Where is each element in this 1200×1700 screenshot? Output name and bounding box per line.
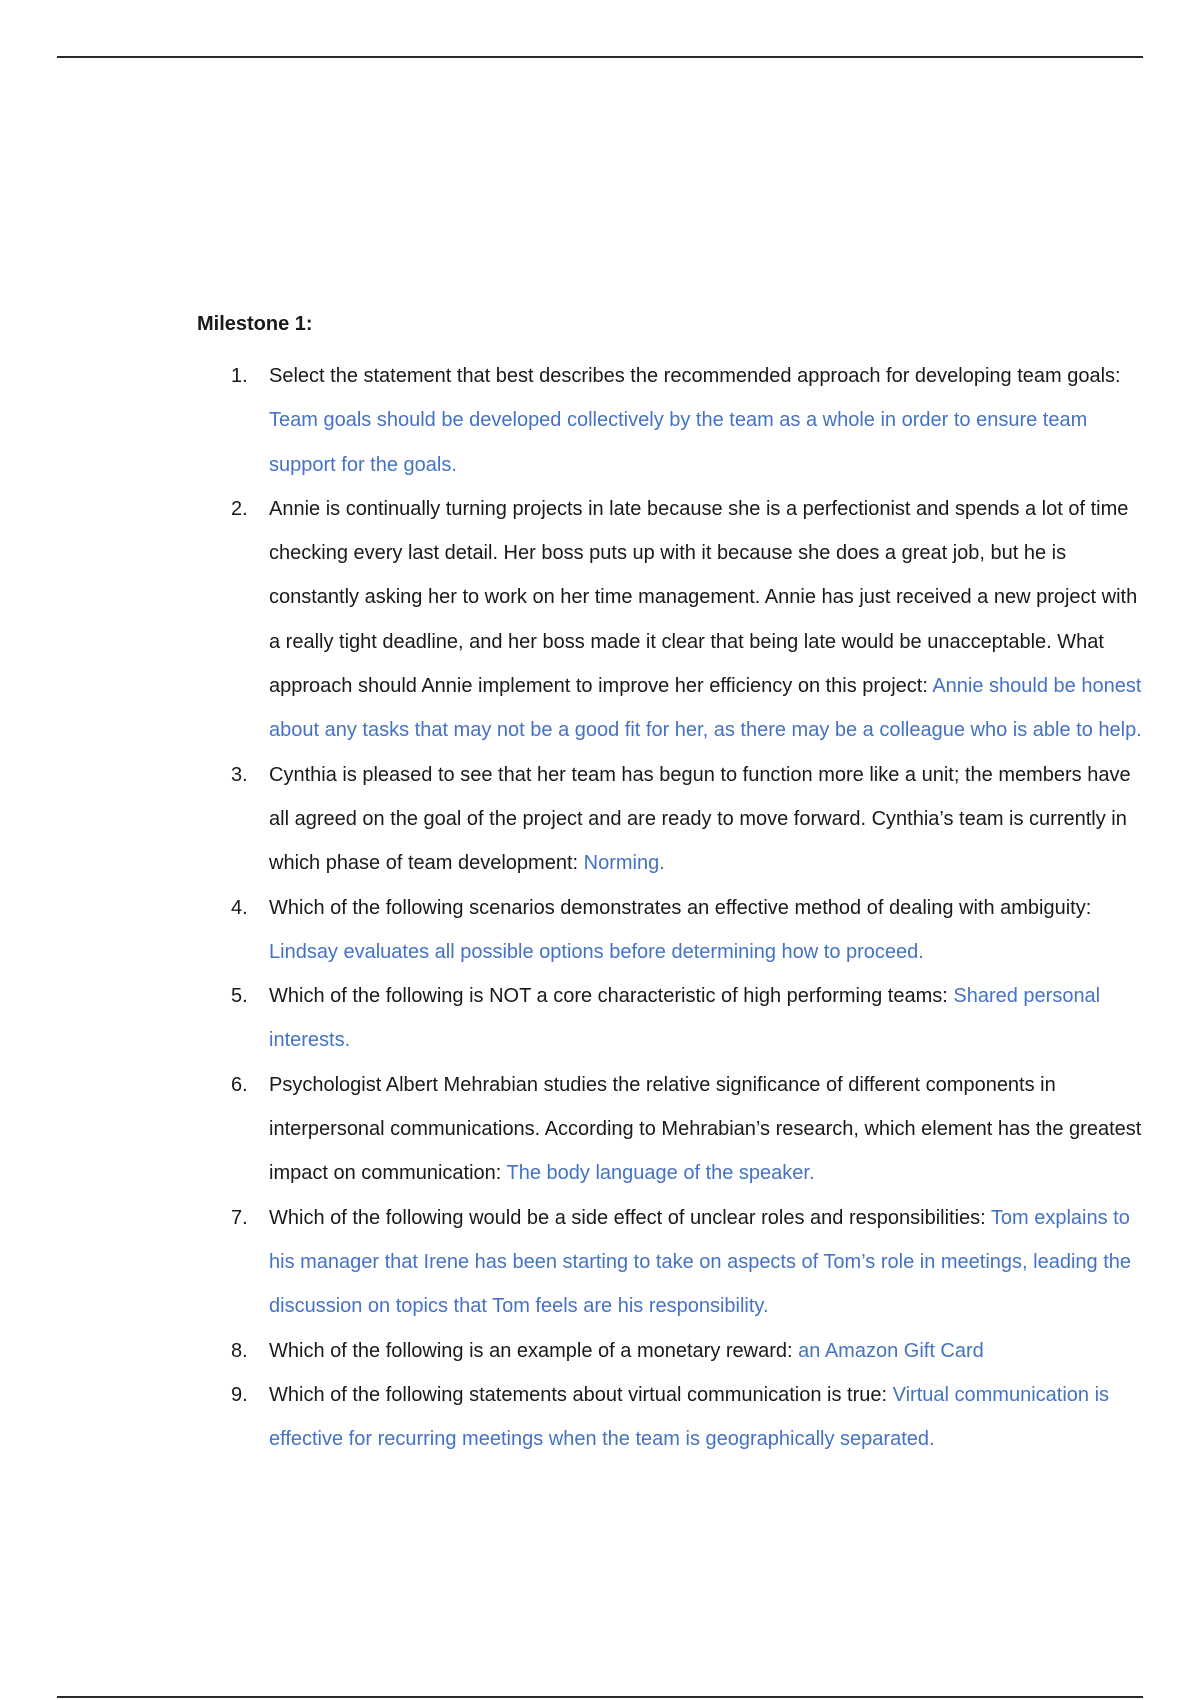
question-list (197, 354, 1147, 1461)
item-number: 6. (231, 1073, 248, 1096)
item-number: 9. (231, 1383, 248, 1406)
item-number: 1. (231, 365, 248, 387)
list-item (197, 974, 1147, 1063)
list-item (197, 487, 1147, 753)
question-text: Which of the following would be a side effect of unclear roles and responsibilities: (269, 1206, 991, 1229)
question-text: Select the statement that best describes the recommended approach for developing team goals: (269, 365, 1121, 387)
item-number: 5. (231, 985, 248, 1008)
top-rule (57, 56, 1143, 58)
question-text: Cynthia is pleased to see that her team has begun to function more like a unit; the members have all agreed on the goal of the project and are ready to move forward. Cynthia’s team is currently in which phase of team development: (269, 763, 1131, 875)
list-item (197, 1063, 1147, 1196)
answer-text: Shared personal interests. (269, 985, 1101, 1052)
list-item (197, 1329, 1147, 1373)
item-number: 4. (231, 896, 248, 919)
answer-text: Annie should be honest about any tasks that may not be a good fit for her, as there may be a colleague who is able to help. (269, 675, 1142, 742)
answer-text: Norming. (583, 852, 665, 875)
answer-text: an Amazon Gift Card (798, 1339, 984, 1362)
item-number: 2. (231, 497, 248, 520)
item-number: 8. (231, 1339, 248, 1362)
item-number: 3. (231, 763, 248, 786)
question-text: Which of the following statements about virtual communication is true: (269, 1383, 893, 1406)
answer-text: Lindsay evaluates all possible options before determining how to proceed. (269, 940, 924, 963)
list-item (197, 753, 1147, 886)
milestone-heading: Milestone 1: (197, 313, 313, 335)
question-text: Which of the following is NOT a core characteristic of high performing teams: (269, 985, 954, 1008)
list-item (197, 354, 1147, 487)
list-item (197, 1373, 1147, 1462)
question-text: Which of the following scenarios demonstrates an effective method of dealing with ambiguity: (269, 896, 1092, 919)
question-text: Annie is continually turning projects in late because she is a perfectionist and spends a lot of time checking every last detail. Her boss puts up with it because she does a great job, but he is constantly asking her to work on her time management. Annie has just received a new project with a really tight deadline, and her boss made it clear that being late would be unacceptable. What approach should Annie implement to improve her efficiency on this project: (269, 497, 1138, 698)
document-body (197, 310, 1147, 1461)
answer-text: The body language of the speaker. (506, 1162, 815, 1185)
answer-text: Tom explains to his manager that Irene has been starting to take on aspects of Tom’s role in meetings, leading the discussion on topics that Tom feels are his responsibility. (269, 1206, 1132, 1318)
question-text: Which of the following is an example of a monetary reward: (269, 1339, 799, 1362)
bottom-rule (57, 1696, 1143, 1698)
list-item (197, 1196, 1147, 1329)
item-number: 7. (231, 1206, 248, 1229)
list-item (197, 886, 1147, 975)
answer-text: Virtual communication is effective for recurring meetings when the team is geographically separated. (269, 1383, 1110, 1451)
answer-text: Team goals should be developed collectively by the team as a whole in order to ensure team support for the goals. (269, 409, 1088, 476)
question-text: Psychologist Albert Mehrabian studies the relative significance of different components in interpersonal communications. According to Mehrabian’s research, which element has the greatest impact on communication: (269, 1073, 1142, 1185)
